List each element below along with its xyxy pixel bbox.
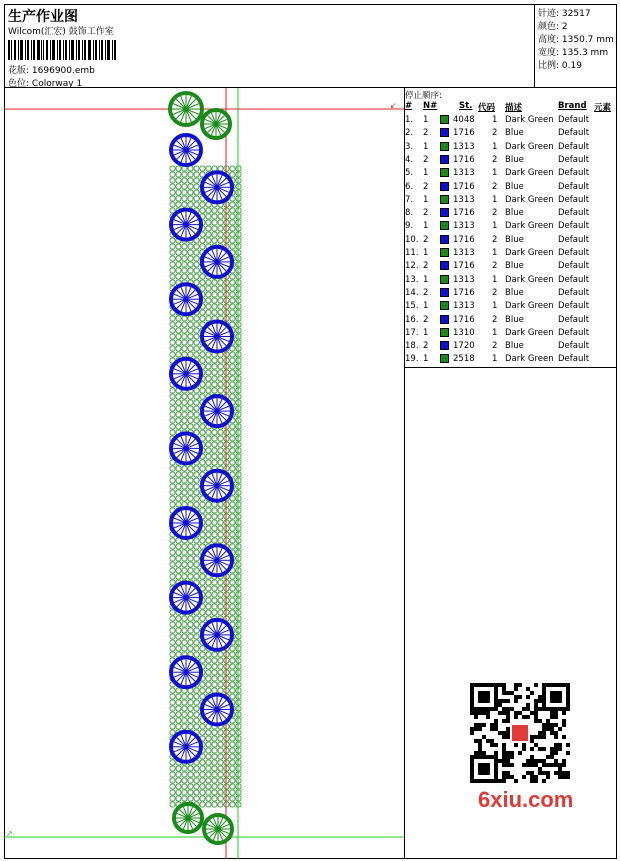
col-stitches: St. bbox=[459, 101, 473, 111]
row-code: 1 bbox=[492, 168, 498, 179]
row-desc: Blue bbox=[505, 154, 524, 165]
design-stats bbox=[534, 4, 617, 88]
page-title: 生产作业图 bbox=[8, 9, 78, 25]
colorway-value: Colorway 1 bbox=[31, 79, 83, 89]
table-row bbox=[405, 155, 617, 168]
row-desc: Dark Green bbox=[505, 248, 554, 258]
table-row bbox=[405, 328, 617, 341]
row-desc: Dark Green bbox=[505, 327, 554, 338]
design-file-value: 1696900.emb bbox=[31, 66, 95, 76]
color-swatch bbox=[440, 328, 449, 337]
row-index: 18. bbox=[405, 341, 419, 352]
row-stitches: 4048 bbox=[453, 115, 475, 125]
row-brand: Default bbox=[558, 181, 590, 192]
blue-wheel-spokes bbox=[173, 585, 199, 611]
row-stitches: 1313 bbox=[453, 168, 475, 179]
row-brand: Default bbox=[558, 234, 590, 245]
row-stitches: 1716 bbox=[453, 261, 475, 272]
color-swatch bbox=[440, 315, 449, 324]
row-needle: 2 bbox=[423, 234, 429, 245]
row-code: 1 bbox=[492, 274, 498, 285]
row-code: 2 bbox=[492, 208, 498, 219]
row-needle: 2 bbox=[423, 181, 429, 192]
row-stitches: 1313 bbox=[453, 194, 475, 205]
design-file-label: 花版: bbox=[8, 66, 30, 76]
color-swatch bbox=[440, 261, 449, 270]
row-brand: Default bbox=[558, 261, 590, 272]
row-desc: Blue bbox=[505, 314, 524, 325]
blue-wheel-spokes bbox=[204, 473, 230, 499]
row-stitches: 1313 bbox=[453, 221, 475, 232]
barcode bbox=[8, 40, 116, 60]
row-brand: Default bbox=[558, 301, 590, 312]
row-code: 1 bbox=[492, 248, 498, 258]
row-needle: 2 bbox=[423, 314, 429, 325]
row-brand: Default bbox=[558, 168, 590, 179]
row-desc: Blue bbox=[505, 261, 524, 272]
col-index: # bbox=[405, 101, 413, 111]
row-needle: 1 bbox=[423, 354, 429, 365]
row-desc: Dark Green bbox=[505, 274, 554, 285]
stop-sequence-label: 停止顺序: bbox=[405, 91, 442, 101]
row-index: 7. bbox=[405, 194, 414, 205]
row-index: 8. bbox=[405, 208, 414, 219]
col-desc: 描述 bbox=[505, 103, 523, 113]
table-row bbox=[405, 248, 617, 261]
row-desc: Blue bbox=[505, 208, 524, 219]
blue-wheel-spokes bbox=[204, 249, 230, 275]
row-brand: Default bbox=[558, 341, 590, 352]
blue-wheel-spokes bbox=[173, 659, 199, 685]
row-index: 6. bbox=[405, 181, 414, 192]
row-code: 2 bbox=[492, 181, 498, 192]
row-stitches: 1716 bbox=[453, 181, 475, 192]
color-swatch bbox=[440, 235, 449, 244]
row-needle: 1 bbox=[423, 168, 429, 179]
row-index: 11. bbox=[405, 248, 419, 258]
color-swatch bbox=[440, 155, 449, 164]
color-swatch bbox=[440, 288, 449, 297]
row-desc: Blue bbox=[505, 341, 524, 352]
table-row bbox=[405, 195, 617, 208]
green-flower-spokes bbox=[172, 95, 200, 123]
row-desc: Dark Green bbox=[505, 194, 554, 205]
blue-wheel-spokes bbox=[173, 510, 199, 536]
table-row bbox=[405, 168, 617, 181]
blue-wheel-spokes bbox=[173, 734, 199, 760]
row-desc: Blue bbox=[505, 287, 524, 298]
color-swatch bbox=[440, 248, 449, 257]
row-desc: Dark Green bbox=[505, 168, 554, 179]
blue-wheel-spokes bbox=[173, 286, 199, 312]
row-code: 1 bbox=[492, 115, 498, 125]
row-brand: Default bbox=[558, 115, 590, 125]
row-desc: Blue bbox=[505, 128, 524, 139]
table-row bbox=[405, 128, 617, 141]
row-brand: Default bbox=[558, 154, 590, 165]
row-needle: 1 bbox=[423, 248, 429, 258]
row-stitches: 1313 bbox=[453, 141, 475, 152]
row-brand: Default bbox=[558, 327, 590, 338]
row-desc: Dark Green bbox=[505, 354, 554, 365]
stat-scale: 比例: 0.19 bbox=[538, 61, 582, 71]
row-needle: 2 bbox=[423, 154, 429, 165]
col-element: 元素 bbox=[594, 103, 612, 113]
row-brand: Default bbox=[558, 248, 590, 258]
row-code: 2 bbox=[492, 154, 498, 165]
green-flower-spokes bbox=[176, 806, 200, 830]
row-code: 1 bbox=[492, 301, 498, 312]
blue-wheel-spokes bbox=[173, 212, 199, 238]
row-stitches: 1716 bbox=[453, 287, 475, 298]
color-swatch bbox=[440, 275, 449, 284]
table-row bbox=[405, 115, 617, 128]
row-needle: 1 bbox=[423, 274, 429, 285]
row-needle: 2 bbox=[423, 128, 429, 139]
row-index: 4. bbox=[405, 154, 414, 165]
row-code: 1 bbox=[492, 221, 498, 232]
row-stitches: 1716 bbox=[453, 128, 475, 139]
blue-wheel-spokes bbox=[204, 324, 230, 350]
color-swatch bbox=[440, 301, 449, 310]
row-needle: 1 bbox=[423, 194, 429, 205]
qr-code bbox=[470, 683, 570, 783]
row-code: 2 bbox=[492, 128, 498, 139]
col-needle: N# bbox=[423, 101, 438, 111]
row-desc: Dark Green bbox=[505, 115, 554, 125]
design-file bbox=[8, 63, 95, 76]
row-desc: Dark Green bbox=[505, 301, 554, 312]
row-code: 1 bbox=[492, 194, 498, 205]
color-swatch bbox=[440, 195, 449, 204]
row-brand: Default bbox=[558, 287, 590, 298]
row-brand: Default bbox=[558, 314, 590, 325]
header bbox=[4, 4, 617, 88]
color-swatch bbox=[440, 221, 449, 230]
col-brand: Brand bbox=[558, 101, 587, 111]
color-swatch bbox=[440, 341, 449, 350]
row-needle: 2 bbox=[423, 341, 429, 352]
row-needle: 1 bbox=[423, 141, 429, 152]
row-stitches: 2518 bbox=[453, 354, 475, 365]
row-brand: Default bbox=[558, 128, 590, 139]
row-stitches: 1716 bbox=[453, 154, 475, 165]
green-flower-spokes bbox=[206, 817, 230, 841]
row-index: 9. bbox=[405, 221, 414, 232]
blue-wheel-spokes bbox=[204, 174, 230, 200]
table-row bbox=[405, 354, 617, 367]
table-row bbox=[405, 221, 617, 234]
row-code: 2 bbox=[492, 234, 498, 245]
row-desc: Dark Green bbox=[505, 221, 554, 232]
table-row bbox=[405, 261, 617, 274]
row-index: 13. bbox=[405, 274, 419, 285]
table-row bbox=[405, 235, 617, 248]
table-row bbox=[405, 208, 617, 221]
row-desc: Blue bbox=[505, 234, 524, 245]
row-needle: 1 bbox=[423, 327, 429, 338]
color-swatch bbox=[440, 168, 449, 177]
row-index: 3. bbox=[405, 141, 414, 152]
table-row bbox=[405, 288, 617, 301]
blue-wheel-spokes bbox=[204, 547, 230, 573]
row-needle: 1 bbox=[423, 221, 429, 232]
row-code: 2 bbox=[492, 314, 498, 325]
row-index: 17. bbox=[405, 327, 419, 338]
row-code: 1 bbox=[492, 327, 498, 338]
stat-height: 高度: 1350.7 mm bbox=[538, 35, 614, 45]
company-name: Wilcom(汇宏) 鼓饰工作室 bbox=[8, 27, 114, 37]
row-index: 1. bbox=[405, 115, 414, 125]
row-brand: Default bbox=[558, 194, 590, 205]
table-row bbox=[405, 315, 617, 328]
row-needle: 2 bbox=[423, 208, 429, 219]
row-index: 14. bbox=[405, 287, 419, 298]
stat-colors: 颜色: 2 bbox=[538, 22, 568, 32]
row-desc: Blue bbox=[505, 181, 524, 192]
row-code: 2 bbox=[492, 341, 498, 352]
stat-stitches: 针迹: 32517 bbox=[538, 9, 591, 19]
blue-wheel-spokes bbox=[173, 435, 199, 461]
green-flower-spokes bbox=[204, 112, 228, 136]
row-brand: Default bbox=[558, 221, 590, 232]
row-stitches: 1313 bbox=[453, 248, 475, 258]
row-stitches: 1716 bbox=[453, 314, 475, 325]
row-brand: Default bbox=[558, 141, 590, 152]
row-needle: 2 bbox=[423, 287, 429, 298]
row-code: 2 bbox=[492, 261, 498, 272]
table-row bbox=[405, 341, 617, 354]
row-code: 1 bbox=[492, 141, 498, 152]
row-stitches: 1313 bbox=[453, 274, 475, 285]
color-swatch bbox=[440, 354, 449, 363]
row-index: 12. bbox=[405, 261, 419, 272]
color-swatch bbox=[440, 182, 449, 191]
row-brand: Default bbox=[558, 208, 590, 219]
design-canvas bbox=[4, 88, 405, 859]
stop-sequence-panel bbox=[405, 88, 617, 368]
row-stitches: 1313 bbox=[453, 301, 475, 312]
col-code: 代码 bbox=[478, 103, 496, 113]
corner-marker-top: ↙ bbox=[390, 101, 397, 110]
color-swatch bbox=[440, 115, 449, 124]
table-row bbox=[405, 301, 617, 314]
row-stitches: 1310 bbox=[453, 327, 475, 338]
blue-wheel-spokes bbox=[173, 137, 199, 163]
row-brand: Default bbox=[558, 274, 590, 285]
row-index: 2. bbox=[405, 128, 414, 139]
table-row bbox=[405, 182, 617, 195]
stat-width: 宽度: 135.3 mm bbox=[538, 48, 609, 58]
row-index: 16. bbox=[405, 314, 419, 325]
color-swatch bbox=[440, 142, 449, 151]
color-swatch bbox=[440, 208, 449, 217]
row-index: 15. bbox=[405, 301, 419, 312]
row-brand: Default bbox=[558, 354, 590, 365]
table-row bbox=[405, 275, 617, 288]
blue-wheel-spokes bbox=[173, 361, 199, 387]
embroidery-design bbox=[4, 88, 405, 859]
corner-marker-bottom: ↗ bbox=[6, 829, 13, 838]
colorway-label: 色位: bbox=[8, 79, 30, 89]
blue-wheel-spokes bbox=[204, 398, 230, 424]
row-needle: 2 bbox=[423, 261, 429, 272]
watermark-logo: 6xiu.com bbox=[478, 787, 574, 812]
row-needle: 1 bbox=[423, 301, 429, 312]
row-code: 1 bbox=[492, 354, 498, 365]
blue-wheel-spokes bbox=[204, 697, 230, 723]
row-index: 10. bbox=[405, 234, 419, 245]
color-swatch bbox=[440, 128, 449, 137]
row-desc: Dark Green bbox=[505, 141, 554, 152]
row-code: 2 bbox=[492, 287, 498, 298]
row-needle: 1 bbox=[423, 115, 429, 125]
row-index: 19. bbox=[405, 354, 419, 365]
row-stitches: 1720 bbox=[453, 341, 475, 352]
row-index: 5. bbox=[405, 168, 414, 179]
row-stitches: 1716 bbox=[453, 208, 475, 219]
blue-wheel-spokes bbox=[204, 622, 230, 648]
row-stitches: 1716 bbox=[453, 234, 475, 245]
table-row bbox=[405, 142, 617, 155]
